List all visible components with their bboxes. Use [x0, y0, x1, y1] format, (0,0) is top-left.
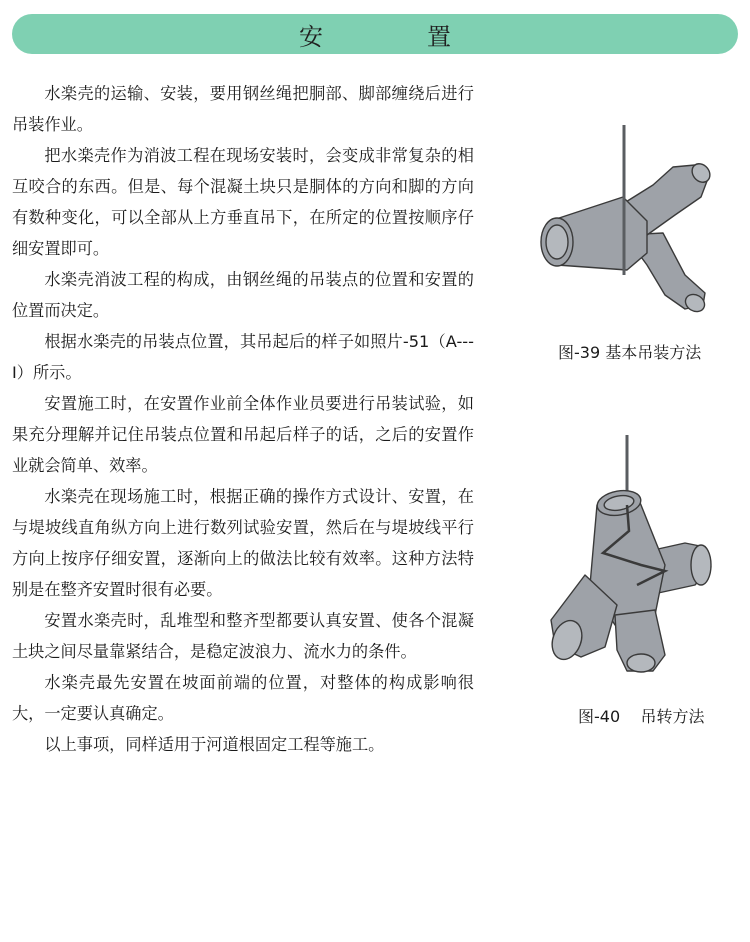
- body-text: [12, 78, 474, 760]
- section-title-bar: [12, 14, 738, 54]
- figure-39-illustration: [535, 125, 715, 325]
- paragraph: 水楽壳的运输、安装，要用钢丝绳把胴部、脚部缠绕后进行吊装作业。: [12, 84, 474, 134]
- paragraph: 水楽壳最先安置在坡面前端的位置，对整体的构成影响很大，一定要认真确定。: [12, 673, 474, 723]
- figure-40-caption: 图-40 吊转方法: [578, 707, 705, 726]
- paragraph: 根据水楽壳的吊装点位置，其吊起后的样子如照片-51（A---I）所示。: [12, 332, 474, 382]
- paragraph: 水楽壳在现场施工时，根据正确的操作方式设计、安置，在与堤坡线直角纵方向上进行数列试验安置，然后在与堤坡线平行方向上按序仔细安置，逐渐向上的做法比较有效率。这种方法特别是在整齐安置时很有必要。: [12, 487, 474, 599]
- figure-39-caption: 图-39 基本吊装方法: [558, 343, 702, 362]
- paragraph: 以上事项，同样适用于河道根固定工程等施工。: [44, 735, 385, 754]
- paragraph: 安置施工时，在安置作业前全体作业员要进行吊装试验，如果充分理解并记住吊装点位置和吊起后样子的话，之后的安置作业就会简单、效率。: [12, 394, 474, 475]
- paragraph: 安置水楽壳时，乱堆型和整齐型都要认真安置、使各个混凝土块之间尽量靠紧结合，是稳定波浪力、流水力的条件。: [12, 611, 474, 661]
- paragraph: 把水楽壳作为消波工程在现场安装时，会变成非常复杂的相互咬合的东西。但是、每个混凝土块只是胴体的方向和脚的方向有数种变化，可以全部从上方垂直吊下，在所定的位置按顺序仔细安置即可。: [12, 146, 474, 258]
- figure-40-illustration: [545, 435, 725, 685]
- paragraph: 水楽壳消波工程的构成，由钢丝绳的吊装点的位置和安置的位置而决定。: [12, 270, 474, 320]
- section-title: 安 置: [299, 22, 491, 51]
